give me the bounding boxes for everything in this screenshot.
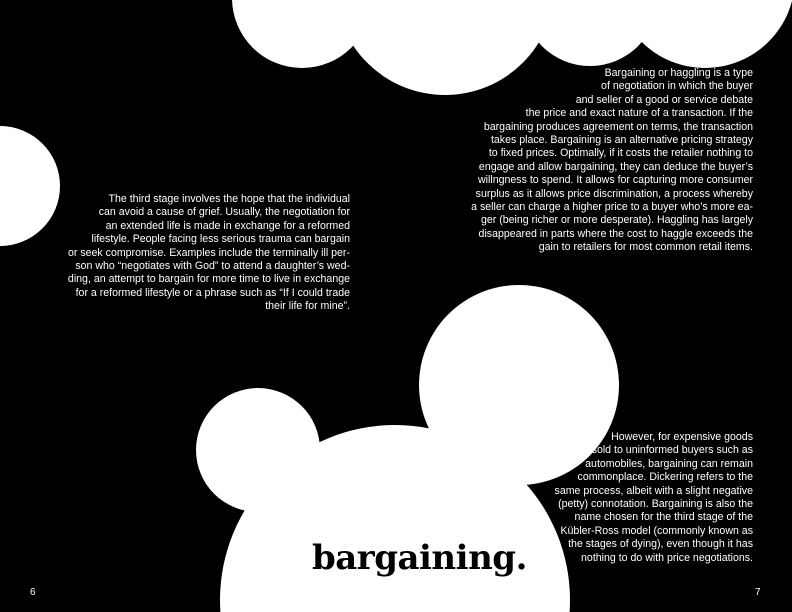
text-line: takes place. Bargaining is an alternative pricing strategy (490, 134, 753, 147)
page-number-left: 6 (30, 587, 36, 598)
paragraph-right-bottom (515, 431, 753, 565)
text-line: name chosen for the third stage of the (574, 511, 753, 524)
text-line: lifestyle. People facing less serious trauma can bargain (91, 233, 350, 246)
text-line: bargaining produces agreement on terms, the transaction (483, 120, 753, 133)
page-number-right: 7 (755, 587, 761, 598)
text-line: engage and allow bargaining, they can deduce the buyer’s (478, 160, 753, 173)
text-line: to fixed prices. Optimally, if it costs the retailer nothing to (488, 147, 753, 160)
text-line: son who “negotiates with God” to attend a daughter’s wed- (75, 260, 350, 273)
text-line: (petty) connotation. Bargaining is also the (558, 498, 753, 511)
text-line: same process, albeit with a slight negative (554, 484, 753, 497)
text-line: willngness to spend. It allows for capturing more consumer (478, 174, 753, 187)
text-line: of negotiation in which the buyer (601, 80, 753, 93)
text-line: the stages of dying), even though it has (568, 538, 753, 551)
text-line: disappeared in parts where the cost to haggle exceeds the (478, 227, 753, 240)
text-line: their life for mine”. (265, 300, 350, 313)
text-line: The third stage involves the hope that the individual (108, 193, 350, 205)
text-line: automobiles, bargaining can remain (585, 457, 753, 470)
text-line: Kübler-Ross model (commonly known as (560, 524, 753, 537)
text-line: nothing to do with price negotiations. (581, 551, 753, 564)
paragraph-right-top (449, 67, 753, 255)
text-line: However, for expensive goods (611, 431, 753, 443)
text-line: a seller can charge a higher price to a buyer who’s more ea- (471, 201, 753, 214)
text-line: ding, an attempt to bargain for more time to live in exchange (67, 273, 350, 286)
text-line: can avoid a cause of grief. Usually, the negotiation for (98, 206, 350, 219)
page-title: bargaining. (312, 538, 527, 578)
text-line: or seek compromise. Examples include the terminally ill per- (67, 246, 350, 259)
text-line: commonplace. Dickering refers to the (577, 471, 753, 484)
text-line: surplus as it allows price discrimination, a process whereby (475, 187, 753, 200)
paragraph-left (30, 193, 350, 314)
text-line: sold to uninformed buyers such as (591, 444, 753, 457)
text-line: the price and exact nature of a transaction. If the (525, 107, 753, 120)
text-line: an extended life is made in exchange for a reformed (105, 219, 350, 232)
text-line: and seller of a good or service debate (575, 93, 753, 106)
text-line: gain to retailers for most common retail items. (538, 241, 753, 254)
text-line: for a reformed lifestyle or a phrase such as “If I could trade (75, 286, 350, 299)
text-line: Bargaining or haggling is a type (604, 67, 753, 79)
text-line: ger (being richer or more desperate). Haggling has largely (480, 214, 753, 227)
